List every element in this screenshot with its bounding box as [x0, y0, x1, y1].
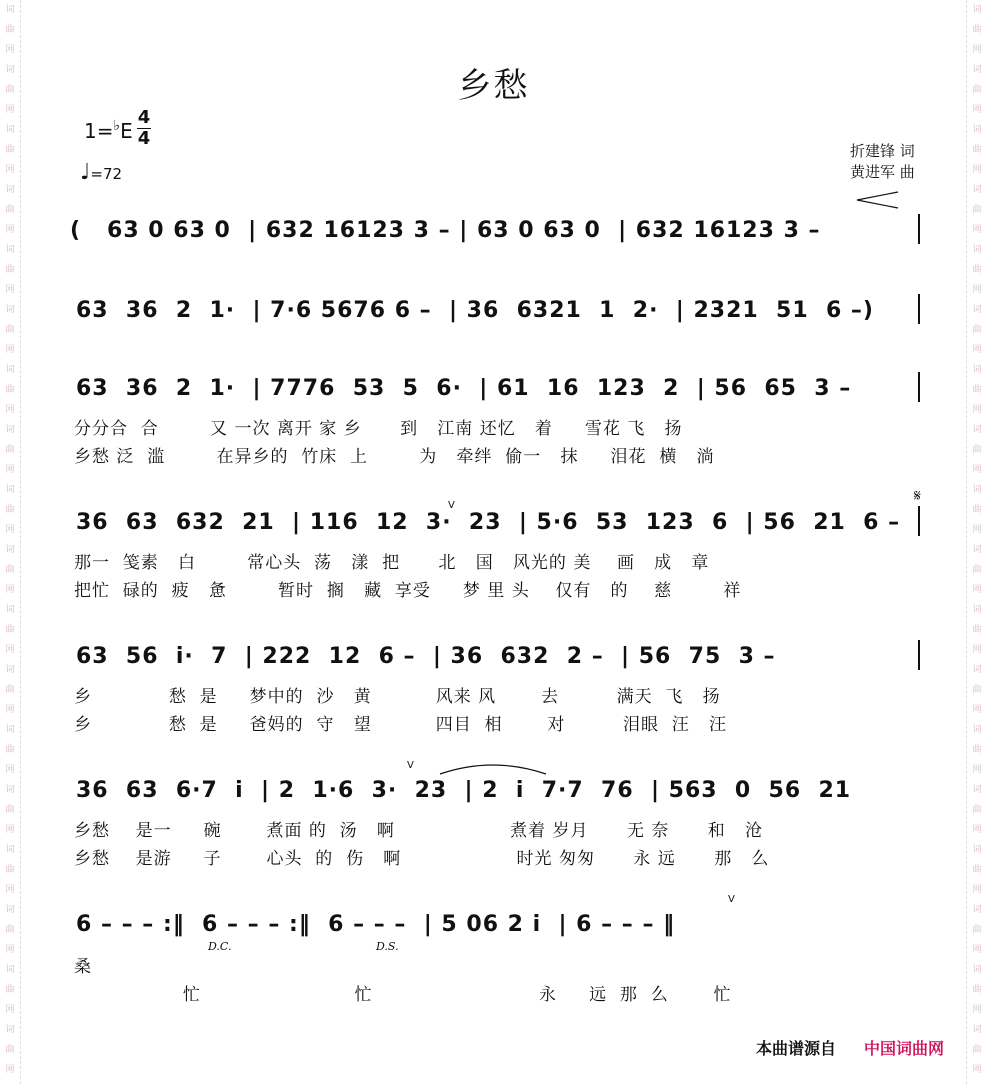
system-3-end-barline [918, 372, 920, 402]
breath-mark-icon: V [448, 500, 455, 511]
left-margin-watermark: 词 曲 网 词 曲 网 词 曲 网 词 曲 网 词 曲 网 词 曲 网 词 曲 网 词 曲 网 词 曲 网 词 曲 网 词 曲 网 词 曲 网 词 曲 网 词 曲 网 词 曲 网 词 曲 网 词 曲 网 词 曲 网 [0, 0, 21, 1084]
key-signature [84, 118, 133, 143]
breath-mark-icon: V [407, 760, 414, 771]
system-4-lyrics-verse-2: 把忙 碌的 疲 惫 暂时 搁 藏 享受 梦 里 头 仅有 的 慈 祥 [74, 581, 742, 601]
system-4-notes: 36 63 632 21 | 116 12 3· 23 | 5·6 53 123 6 | 56 21 6 – [76, 510, 901, 535]
time-signature-bottom: 4 [137, 128, 151, 149]
breath-mark-icon: V [728, 894, 735, 905]
time-signature-top: 4 [137, 107, 151, 128]
song-title: 乡愁 [457, 66, 530, 106]
system-5-notes: 63 56 i· 7 | 222 12 6 – | 36 632 2 – | 56 75 3 – [76, 644, 776, 669]
system-3-lyrics-verse-1: 分分合 合 又 一次 离开 家 乡 到 江南 还忆 着 雪花 飞 扬 [74, 419, 683, 439]
system-6-lyrics-verse-1: 乡愁 是一 碗 煮面 的 汤 啊 煮着 岁月 无 奈 和 沧 [74, 821, 764, 841]
tempo-value: =72 [90, 165, 123, 183]
segno-icon: 𝄋 [914, 486, 921, 505]
quarter-note-icon: ♩ [80, 160, 91, 185]
system-1-notes: ( 63 0 63 0 | 632 16123 3 – | 63 0 63 0 | 632 16123 3 – [70, 218, 821, 243]
key-letter: E [120, 119, 133, 143]
key-prefix: 1= [84, 119, 114, 143]
system-6-lyrics-verse-2: 乡愁 是游 子 心头 的 伤 啊 时光 匆匆 永 远 那 么 [74, 849, 770, 869]
system-4-lyrics-verse-1: 那一 笺素 白 常心头 荡 漾 把 北 国 风光的 美 画 成 章 [74, 553, 710, 573]
lyricist-credit: 折建锋 词 [850, 142, 915, 160]
system-7-lyrics-verse-1: 桑 [74, 957, 92, 977]
system-3-notes: 63 36 2 1· | 7776 53 5 6· | 61 16 123 2 | 56 65 3 – [76, 376, 852, 401]
system-5-lyrics-verse-1: 乡 愁 是 梦中的 沙 黄 风来 风 去 满天 飞 扬 [74, 687, 721, 707]
system-7-lyrics-verse-2: 忙 忙 永 远 那 么 忙 [74, 985, 732, 1005]
right-margin-watermark: 词 曲 网 词 曲 网 词 曲 网 词 曲 网 词 曲 网 词 曲 网 词 曲 网 词 曲 网 词 曲 网 词 曲 网 词 曲 网 词 曲 网 词 曲 网 词 曲 网 词 曲 网 词 曲 网 词 曲 网 词 曲 网 [966, 0, 987, 1084]
system-6-notes: 36 63 6·7 i | 2 1·6 3· 23 | 2 i 7·7 76 | 563 0 56 21 [76, 778, 852, 803]
flat-symbol: ♭ [113, 118, 121, 134]
system-1-end-barline [918, 214, 920, 244]
footer-site-link[interactable]: 中国词曲网 [864, 1039, 945, 1058]
system-4-end-barline [918, 506, 920, 536]
system-2-end-barline [918, 294, 920, 324]
tempo-marking [80, 160, 122, 185]
system-5-end-barline [918, 640, 920, 670]
system-5-lyrics-verse-2: 乡 愁 是 爸妈的 守 望 四目 相 对 泪眼 汪 汪 [74, 715, 728, 735]
da-capo-marking: D.C. [208, 940, 232, 953]
system-2-notes: 63 36 2 1· | 7·6 5676 6 – | 36 6321 1 2· | 2321 51 6 –) [76, 298, 874, 323]
system-3-lyrics-verse-2: 乡愁 泛 滥 在异乡的 竹床 上 为 牵绊 偷一 抹 泪花 横 淌 [74, 447, 715, 467]
system-7-notes: 6 – – – :‖ 6 – – – :‖ 6 – – – | 5 06 2 i | 6 – – – ‖ [76, 912, 676, 937]
composer-credit: 黄进军 曲 [850, 163, 915, 181]
crescendo-icon [855, 190, 900, 210]
dal-segno-marking: D.S. [376, 940, 399, 953]
tie-icon [438, 760, 548, 776]
footer-source-label: 本曲谱源自 [756, 1039, 837, 1058]
time-signature [137, 108, 151, 149]
